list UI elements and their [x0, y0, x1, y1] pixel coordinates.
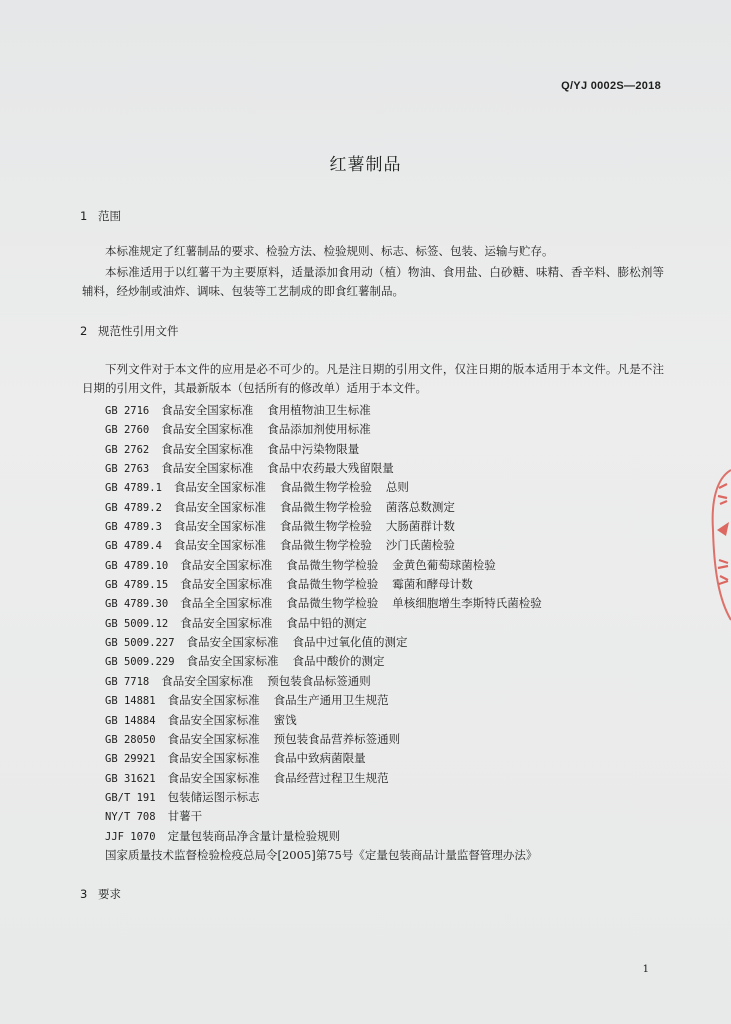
- section-title: 规范性引用文件: [98, 324, 179, 338]
- reference-item: [105, 556, 556, 575]
- reference-item: [105, 749, 556, 768]
- section-2-paragraph-1: 下列文件对于本文件的应用是必不可少的。凡是注日期的引用文件，仅注日期的版本适用于本文件。凡是不注日期的引用文件，其最新版本（包括所有的修改单）适用于本文件。: [82, 362, 664, 395]
- reference-title-part: 食品安全国家标准: [161, 422, 254, 437]
- reference-code: GB 14881: [105, 695, 156, 708]
- reference-title-part: 食品安全国家标准: [161, 441, 254, 456]
- reference-item: [105, 633, 556, 652]
- reference-title-part: 甘薯干: [167, 809, 203, 824]
- reference-title-part: 定量包装商品净含量计量检验规则: [167, 828, 341, 843]
- reference-title-part: 食品安全国家标准: [167, 731, 260, 746]
- reference-code: GB 5009.227: [105, 637, 175, 650]
- reference-title-part: 食品安全国家标准: [161, 461, 254, 476]
- reference-title-part: 食品安全国家标准: [180, 615, 273, 630]
- reference-title-part: 预包装食品标签通则: [267, 673, 371, 688]
- reference-item: [105, 517, 556, 536]
- reference-title-part: 沙门氏菌检验: [385, 538, 455, 553]
- reference-code: GB 4789.2: [105, 501, 162, 514]
- seal-stamp-icon: [701, 460, 731, 630]
- reference-code: GB 5009.229: [105, 656, 175, 669]
- reference-code: JJF 1070: [105, 830, 156, 843]
- reference-title-part: 蜜饯: [273, 712, 297, 727]
- reference-title-part: 食品经营过程卫生规范: [273, 770, 389, 785]
- reference-title-part: 总则: [385, 480, 409, 495]
- reference-title-part: 食用植物油卫生标准: [267, 403, 371, 417]
- reference-item: [105, 536, 556, 555]
- reference-code: GB 2763: [105, 463, 150, 476]
- reference-code: GB 4789.4: [105, 540, 162, 553]
- section-number: 2: [80, 324, 88, 338]
- reference-title-part: 金黄色葡萄球菌检验: [392, 557, 496, 572]
- reference-item: [105, 614, 556, 633]
- reference-title-part: 预包装食品营养标签通则: [273, 731, 401, 746]
- reference-title-part: 单核细胞增生李斯特氏菌检验: [392, 596, 542, 611]
- reference-title-part: 食品中铅的测定: [286, 615, 367, 630]
- page-number: 1: [642, 964, 649, 975]
- section-1-paragraph-1: 本标准规定了红薯制品的要求、检验方法、检验规则、标志、标签、包装、运输与贮存。: [105, 244, 554, 258]
- section-3-heading: [80, 886, 121, 902]
- standard-code: Q/YJ 0002S—2018: [561, 80, 661, 92]
- reference-code: GB 2760: [105, 424, 150, 437]
- reference-title-part: 食品安全国家标准: [173, 538, 266, 553]
- reference-item: [105, 420, 556, 439]
- reference-code: GB 4789.15: [105, 579, 169, 592]
- reference-title-part: 食品微生物学检验: [286, 577, 379, 592]
- reference-title-part: 食品安全国家标准: [167, 693, 260, 708]
- reference-title-part: 食品安全国家标准: [161, 673, 254, 688]
- reference-item: [105, 575, 556, 594]
- reference-title-part: 食品中酸价的测定: [292, 654, 385, 669]
- reference-item: [105, 440, 556, 459]
- reference-code: GB 2762: [105, 443, 150, 456]
- reference-title-part: 菌落总数测定: [385, 499, 455, 514]
- reference-title-part: 食品安全国家标准: [161, 403, 254, 417]
- reference-item: [105, 478, 556, 497]
- reference-title-part: 食品安全国家标准: [180, 577, 273, 592]
- reference-title-part: 食品安全国家标准: [173, 480, 266, 495]
- reference-title-part: 食品安全国家标准: [167, 712, 260, 727]
- reference-code: GB 31621: [105, 772, 156, 785]
- reference-item: [105, 401, 556, 420]
- reference-title-part: 食品中过氧化值的测定: [292, 635, 408, 650]
- reference-title-part: 食品中致病菌限量: [273, 751, 366, 766]
- reference-title-part: 食品微生物学检验: [279, 480, 372, 495]
- reference-code: GB 14884: [105, 714, 156, 727]
- reference-item: [105, 459, 556, 478]
- document-title: 红薯制品: [329, 155, 402, 175]
- reference-code: GB 2716: [105, 405, 150, 417]
- reference-title-part: 大肠菌群计数: [385, 519, 455, 534]
- reference-item: [105, 711, 556, 730]
- section-number: 3: [80, 887, 88, 901]
- reference-item: [105, 730, 556, 749]
- reference-item: [105, 691, 556, 710]
- reference-title-part: 食品生产通用卫生规范: [273, 693, 389, 708]
- reference-item: [105, 788, 556, 807]
- reference-title-part: 食品微生物学检验: [286, 557, 379, 572]
- reference-title-part: 食品安全国家标准: [186, 654, 279, 669]
- reference-item: [105, 652, 556, 671]
- reference-title-part: 食品全全国家标准: [180, 596, 273, 611]
- reference-title-part: 食品微生物学检验: [279, 538, 372, 553]
- section-number: 1: [80, 209, 88, 223]
- reference-title-part: 食品中污染物限量: [267, 441, 360, 456]
- reference-item: [105, 827, 556, 846]
- reference-code: GB/T 191: [105, 791, 156, 804]
- reference-code: GB 28050: [105, 733, 156, 746]
- reference-item: [105, 594, 556, 613]
- reference-code: GB 7718: [105, 675, 150, 688]
- reference-item: [105, 769, 556, 788]
- reference-title-part: 食品安全国家标准: [167, 751, 260, 766]
- reference-title-part: 食品中农药最大残留限量: [267, 461, 394, 476]
- reference-title-part: 国家质量技术监督检验检疫总局令[2005]第75号《定量包装商品计量监督管理办法》: [105, 847, 538, 862]
- reference-title-part: 食品微生物学检验: [279, 519, 372, 534]
- reference-title-part: 食品微生物学检验: [286, 596, 379, 611]
- reference-title-part: 食品添加剂使用标准: [267, 422, 371, 437]
- reference-code: GB 5009.12: [105, 617, 169, 630]
- reference-code: NY/T 708: [105, 811, 156, 824]
- section-title: 要求: [98, 887, 121, 901]
- reference-code: GB 4789.3: [105, 521, 162, 534]
- reference-title-part: 食品安全国家标准: [180, 557, 273, 572]
- reference-code: GB 4789.1: [105, 482, 162, 495]
- reference-item: [105, 498, 556, 517]
- section-1-paragraph-2: 本标准适用于以红薯干为主要原料，适量添加食用动（植）物油、食用盐、白砂糖、味精、香辛料、膨松剂等辅料，经炒制或油炸、调味、包装等工艺制成的即食红薯制品。: [82, 265, 664, 298]
- reference-title-part: 食品安全国家标准: [186, 635, 279, 650]
- reference-code: GB 4789.10: [105, 559, 169, 572]
- reference-item: [105, 672, 556, 691]
- reference-code: GB 29921: [105, 753, 156, 766]
- reference-code: GB 4789.30: [105, 598, 169, 611]
- section-1-heading: [80, 208, 121, 224]
- reference-item: [105, 846, 556, 865]
- reference-title-part: 食品安全国家标准: [173, 499, 266, 514]
- reference-title-part: 食品安全国家标准: [173, 519, 266, 534]
- reference-title-part: 食品安全国家标准: [167, 770, 260, 785]
- reference-title-part: 霉菌和酵母计数: [392, 577, 473, 592]
- reference-title-part: 包装储运图示标志: [167, 789, 260, 804]
- reference-item: [105, 807, 556, 826]
- section-title: 范围: [98, 209, 121, 223]
- normative-reference-list: [105, 401, 556, 865]
- section-2-heading: [80, 323, 179, 339]
- reference-title-part: 食品微生物学检验: [279, 499, 372, 514]
